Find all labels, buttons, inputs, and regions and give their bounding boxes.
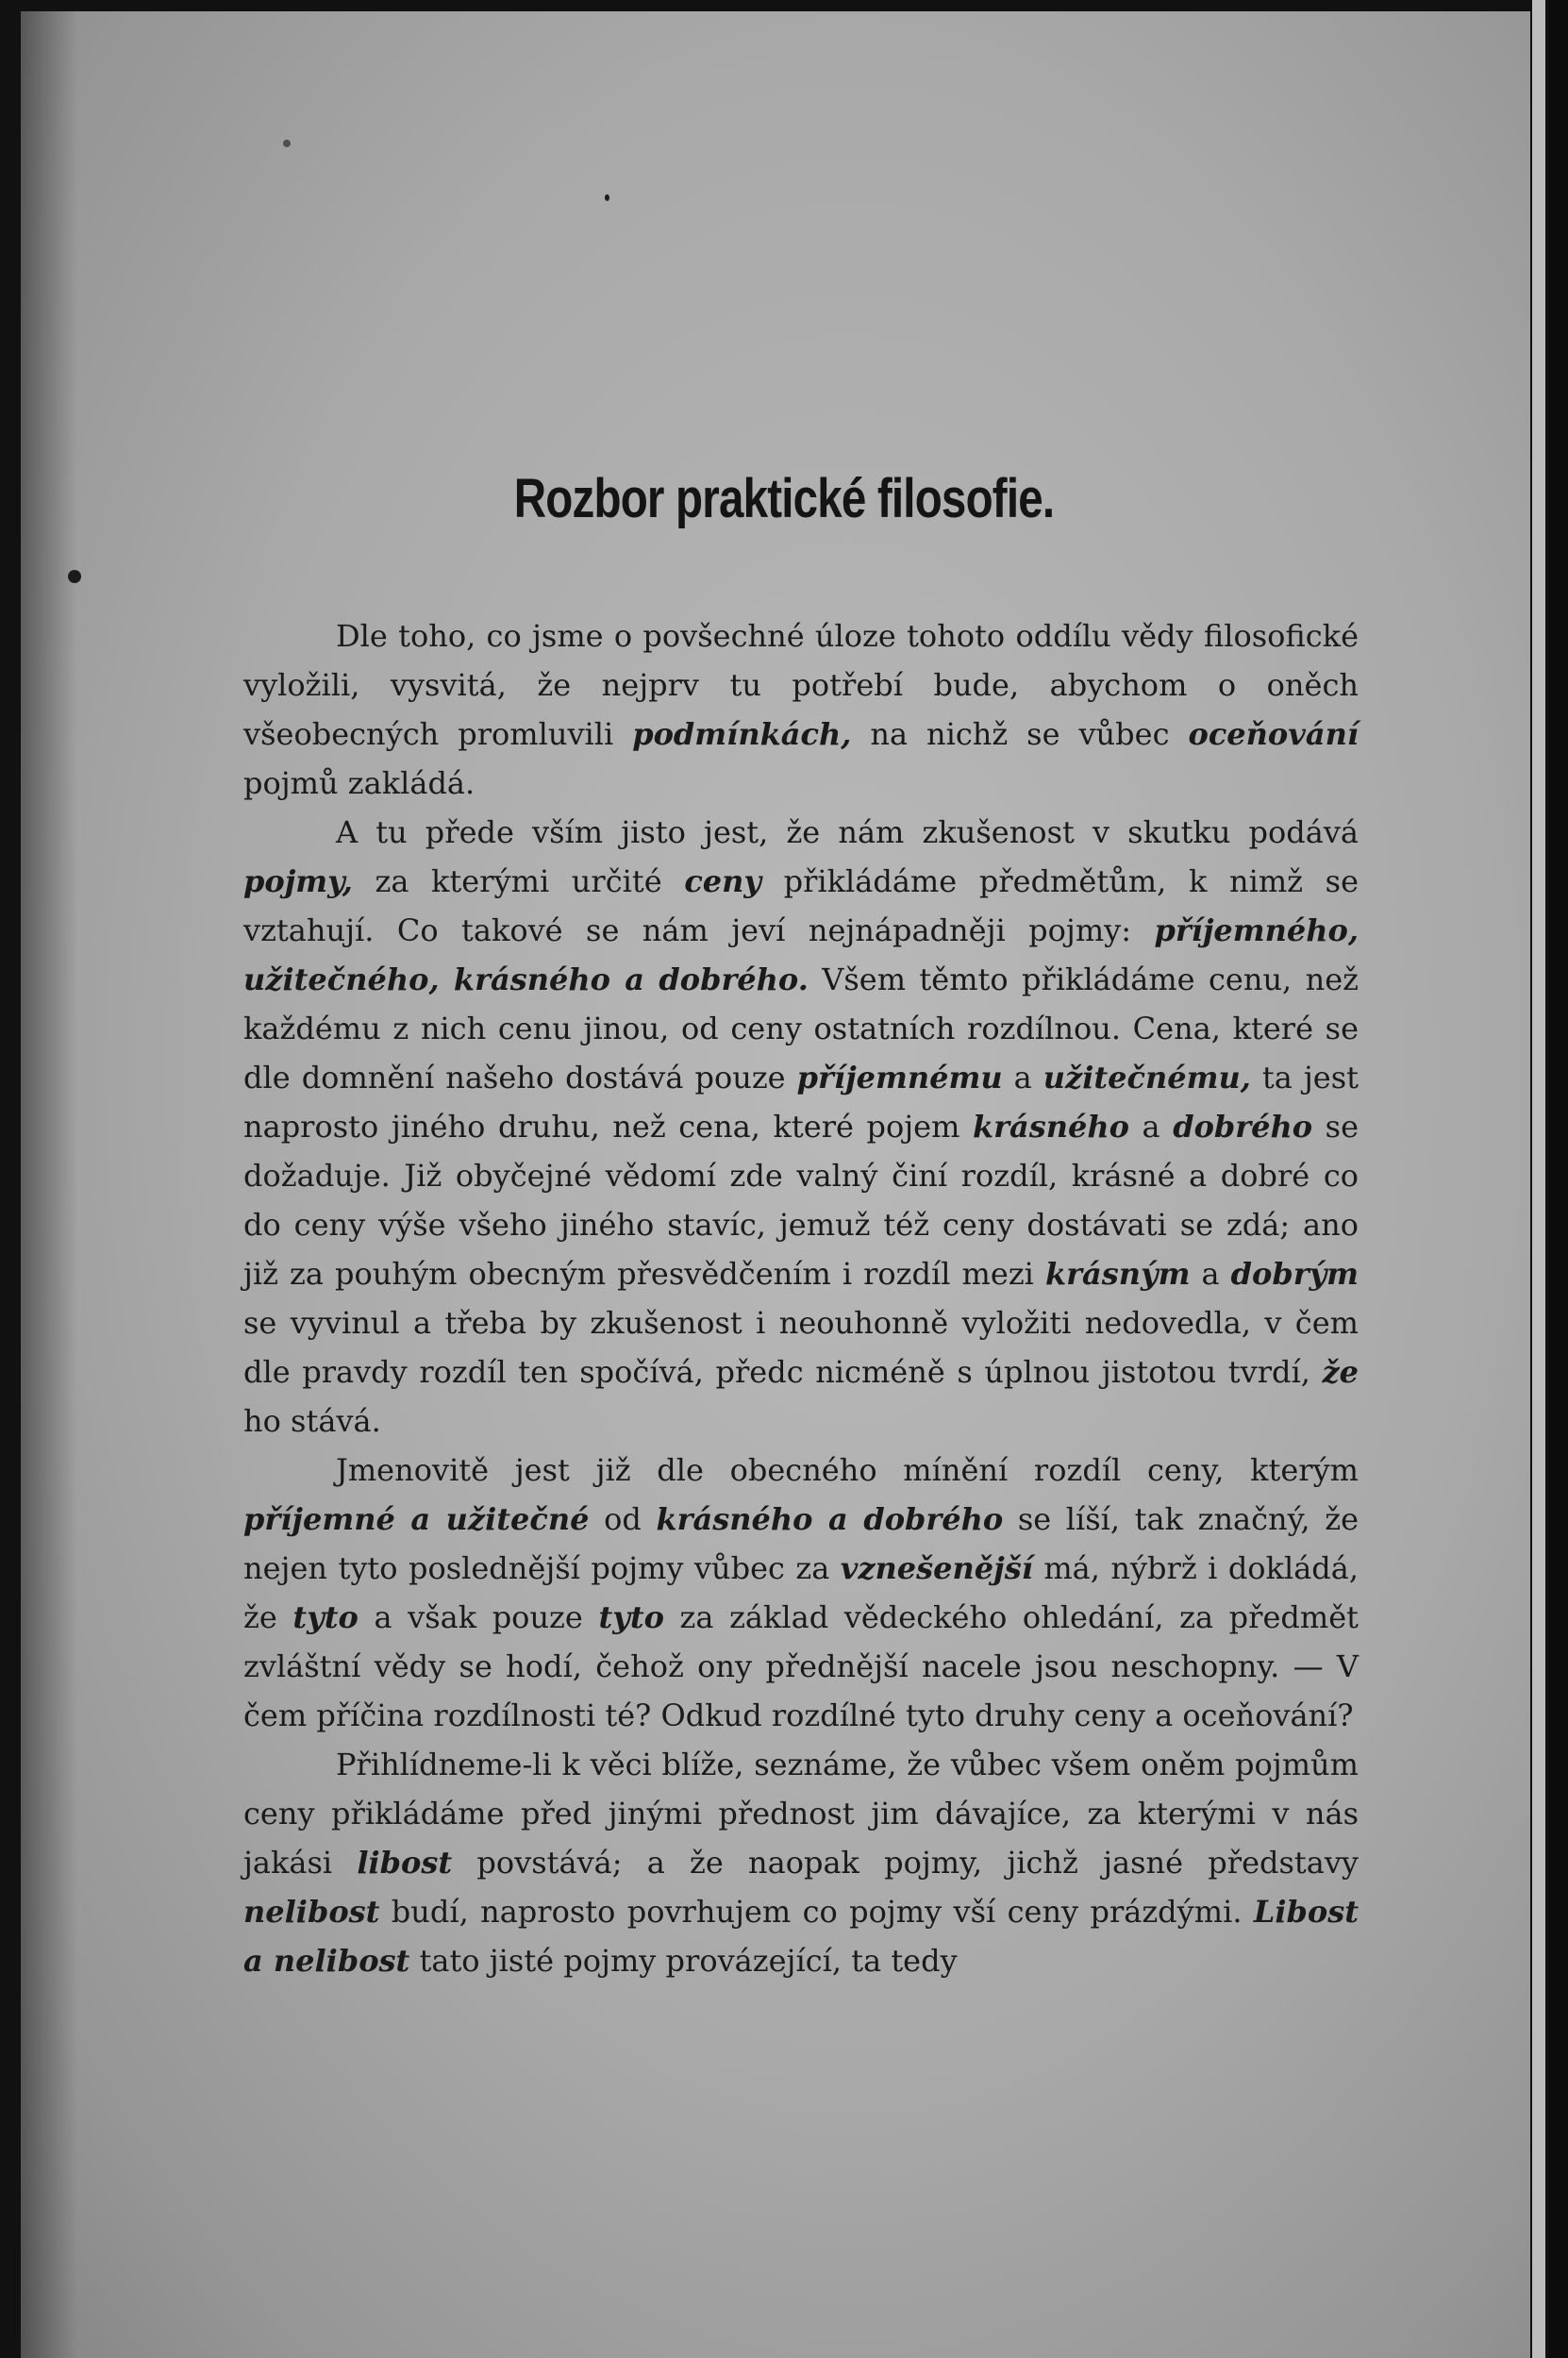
- italic-run: dobrého: [1173, 1109, 1313, 1145]
- italic-run: tyto: [598, 1599, 664, 1635]
- italic-run: příjemné a užitečné: [243, 1501, 590, 1537]
- italic-run: krásného: [972, 1109, 1129, 1145]
- italic-run: Libost a nelibost: [243, 1894, 1359, 1979]
- italic-run: že: [1322, 1354, 1359, 1390]
- ink-speck: [68, 570, 81, 583]
- text-run: za základ vědeckého ohledání, za předmět zvláštní vědy se hodí, čehož ony přednější nacele jsou neschopny. — V čem příčina rozdílnosti té? Odkud rozdílné tyto druhy ceny a oceňování?: [243, 1599, 1359, 1733]
- ink-speck: [605, 194, 609, 201]
- scan-border: [1549, 0, 1568, 2358]
- text-run: na nichž se vůbec: [851, 716, 1189, 752]
- text-run: Dle toho, co jsme o povšechné úloze tohoto oddílu vědy filosofické vyložili, vysvitá, že nejprv tu potřebí bude, abychom o oněch všeobecných promluvili: [243, 618, 1359, 752]
- text-run: se dožaduje. Již obyčejné vědomí zde valný činí rozdíl, krásné a dobré co do ceny výše všeho jiného stavíc, jemuž též ceny dostávati se zdá; ano již za pouhým obecným přesvědčením i rozdíl mezi: [243, 1109, 1359, 1292]
- italic-run: vznešenější: [840, 1550, 1033, 1586]
- italic-run: dobrým: [1230, 1256, 1359, 1292]
- italic-run: krásným: [1044, 1256, 1191, 1292]
- text-run: tato jisté pojmy provázející, ta tedy: [409, 1943, 958, 1979]
- paragraph: [243, 1446, 1359, 1740]
- text-run: pojmů zakládá.: [243, 765, 475, 801]
- italic-run: podmínkách,: [632, 716, 852, 752]
- body-text: [243, 611, 1359, 1985]
- italic-run: užitečnému,: [1043, 1060, 1251, 1095]
- text-run: budí, naprosto povrhujem co pojmy vší ceny prázdými.: [379, 1894, 1254, 1930]
- text-run: a: [1002, 1060, 1043, 1095]
- paragraph: [243, 1740, 1359, 1985]
- text-run: povstává; a že naopak pojmy, jichž jasné představy: [452, 1845, 1359, 1881]
- italic-run: libost: [357, 1845, 453, 1881]
- binding-shadow: [21, 11, 77, 2358]
- italic-run: krásného a dobrého: [656, 1501, 1004, 1537]
- text-run: A tu přede vším jisto jest, že nám zkušenost v skutku podává: [336, 814, 1359, 850]
- text-run: a však pouze: [358, 1599, 599, 1635]
- text-run: od: [589, 1501, 657, 1537]
- paragraph: [243, 808, 1359, 1446]
- italic-run: příjemného, užitečného, krásného a dobrého.: [243, 912, 1359, 997]
- text-run: Všem těmto přikládáme cenu, než každému z nich cenu jinou, od ceny ostatních rozdílnou. Cena, které se dle domnění našeho dostává pouze: [243, 962, 1359, 1095]
- text-run: a: [1190, 1256, 1231, 1292]
- text-run: ta jest naprosto jiného druhu, než cena, které pojem: [243, 1060, 1359, 1145]
- paragraph: [243, 611, 1359, 808]
- text-run: Jmenovitě jest již dle obecného mínění rozdíl ceny, kterým: [336, 1452, 1359, 1488]
- text-run: přikládáme předmětům, k nimž se vztahují. Co takové se nám jeví nejnápadněji pojmy:: [243, 863, 1359, 948]
- page-edge-strip: [1532, 0, 1545, 2358]
- text-run: se vyvinul a třeba by zkušenost i neouhonně vyložiti nedovedla, v čem dle pravdy rozdíl ten spočívá, předc nicméně s úplnou jistotou tvrdí,: [243, 1305, 1359, 1390]
- page-title: Rozbor praktické filosofie.: [513, 468, 1055, 529]
- text-run: ho stává.: [243, 1403, 381, 1439]
- text-run: za kterými určité: [352, 863, 685, 899]
- italic-run: pojmy,: [243, 863, 353, 899]
- italic-run: oceňování: [1188, 716, 1359, 752]
- text-run: má, nýbrž i dokládá, že: [243, 1550, 1359, 1635]
- text-run: a: [1129, 1109, 1174, 1145]
- italic-run: ceny: [684, 863, 762, 899]
- italic-run: nelibost: [243, 1894, 380, 1930]
- text-run: Přihlídneme-li k věci blíže, seznáme, že vůbec všem oněm pojmům ceny přikládáme před jinými přednost jim dávajíce, za kterými v nás jakási: [243, 1747, 1359, 1881]
- ink-speck: [283, 140, 291, 147]
- text-run: se líší, tak značný, že nejen tyto poslednější pojmy vůbec za: [243, 1501, 1359, 1586]
- italic-run: příjemnému: [796, 1060, 1003, 1095]
- italic-run: tyto: [292, 1599, 359, 1635]
